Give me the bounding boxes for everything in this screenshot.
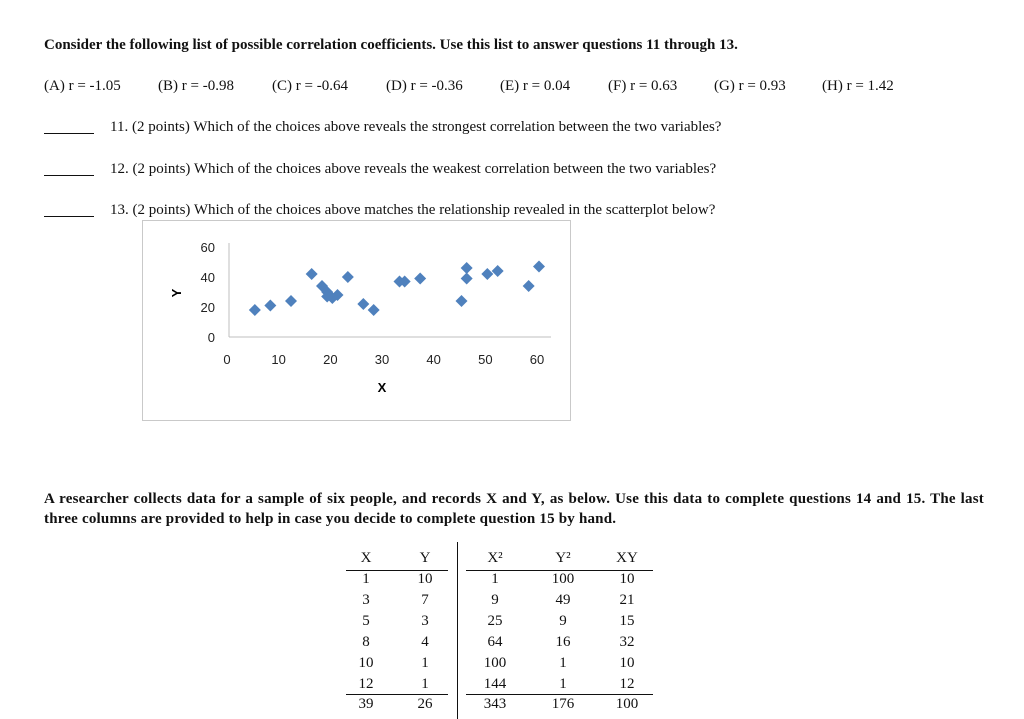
choice-b: (B) r = -0.98	[158, 78, 234, 94]
y-axis-label: Y	[169, 288, 184, 298]
x-tick-label: 10	[271, 352, 286, 367]
table-cell: 100	[483, 655, 507, 671]
table-cell: 49	[555, 592, 571, 608]
x-axis-label: X	[377, 380, 387, 395]
x-tick-label: 0	[223, 352, 231, 367]
researcher-paragraph: A researcher collects data for a sample of six people, and records X and Y, as below. Use this data to complete questions 14 and 15. The last three columns are provided to help in case you decide to complete question 15 by hand.	[44, 491, 984, 527]
choice-e: (E) r = 0.04	[500, 78, 571, 94]
answer-blank-13[interactable]	[44, 216, 94, 217]
scatter-point	[461, 262, 473, 274]
answer-blank-12[interactable]	[44, 175, 94, 176]
y-tick-label: 60	[200, 240, 215, 255]
table-cell: 25	[487, 613, 503, 629]
table-total-col-xy: 100	[615, 696, 639, 712]
scatter-point	[414, 273, 426, 285]
table-cell: 1	[421, 676, 429, 692]
y-tick-label: 0	[207, 330, 215, 345]
x-tick-label: 60	[529, 352, 545, 367]
table-header-col-x2: X²	[487, 550, 503, 566]
table-cell: 64	[487, 634, 503, 650]
table-cell: 4	[421, 634, 429, 650]
table-header-col-y2: Y²	[555, 550, 571, 566]
table-cell: 1	[559, 655, 567, 671]
choice-g: (G) r = 0.93	[714, 78, 786, 94]
table-divider	[457, 542, 458, 719]
scatter-point	[533, 261, 545, 273]
table-cell: 16	[555, 634, 571, 650]
scatter-point	[481, 268, 493, 280]
table-total-col-x: 39	[358, 696, 374, 712]
question-12-text: 12. (2 points) Which of the choices above reveals the weakest correlation between the two variables?	[110, 161, 717, 177]
x-tick-label: 40	[426, 352, 441, 367]
y-tick-label: 20	[200, 300, 215, 315]
table-cell: 3	[421, 613, 429, 629]
table-cell: 10	[619, 571, 635, 587]
y-tick-label: 40	[200, 270, 215, 285]
choice-d: (D) r = -0.36	[386, 78, 463, 94]
intro-text: Consider the following list of possible correlation coefficients. Use this list to answer questions 11 through 13.	[44, 37, 738, 53]
table-cell: 144	[483, 676, 507, 692]
question-11-text: 11. (2 points) Which of the choices above reveals the strongest correlation between the two variables?	[110, 119, 722, 135]
scatter-point	[461, 273, 473, 285]
table-cell: 100	[551, 571, 575, 587]
table-total-col-x2: 343	[483, 696, 507, 712]
table-cell: 10	[417, 571, 433, 587]
table-cell: 1	[421, 655, 429, 671]
table-cell: 12	[619, 676, 635, 692]
table-header-col-x: X	[360, 550, 372, 566]
table-cell: 8	[362, 634, 370, 650]
x-tick-label: 20	[323, 352, 338, 367]
table-cell: 3	[362, 592, 370, 608]
scatter-point	[357, 298, 369, 310]
table-header-col-xy: XY	[616, 550, 638, 566]
choice-a: (A) r = -1.05	[44, 78, 121, 94]
choice-f: (F) r = 0.63	[608, 78, 678, 94]
table-cell: 5	[362, 613, 370, 629]
choice-h: (H) r = 1.42	[822, 78, 894, 94]
table-cell: 15	[619, 613, 635, 629]
table-cell: 9	[559, 613, 567, 629]
scatter-point	[342, 271, 354, 283]
table-cell: 12	[358, 676, 374, 692]
table-cell: 7	[421, 592, 429, 608]
x-tick-label: 50	[478, 352, 493, 367]
question-13-text: 13. (2 points) Which of the choices above matches the relationship revealed in the scatterplot below?	[110, 202, 716, 218]
scatterplot-box	[142, 220, 571, 421]
scatter-point	[368, 304, 380, 316]
scatter-point	[492, 265, 504, 277]
table-cell: 1	[559, 676, 567, 692]
choice-c: (C) r = -0.64	[272, 78, 348, 94]
table-total-col-y: 26	[417, 696, 433, 712]
scatter-point	[456, 295, 468, 307]
table-cell: 1	[491, 571, 499, 587]
scatter-point	[523, 280, 535, 292]
scatter-point	[264, 300, 276, 312]
table-header-col-y: Y	[419, 550, 431, 566]
scatter-point	[249, 304, 261, 316]
scatter-point	[285, 295, 297, 307]
answer-blank-11[interactable]	[44, 133, 94, 134]
scatter-point	[306, 268, 318, 280]
table-cell: 1	[362, 571, 370, 587]
scatterplot	[143, 221, 570, 420]
table-total-col-y2: 176	[551, 696, 575, 712]
table-cell: 32	[619, 634, 635, 650]
totals-line-right	[466, 694, 653, 695]
table-cell: 10	[358, 655, 374, 671]
table-cell: 10	[619, 655, 635, 671]
table-cell: 21	[619, 592, 635, 608]
table-cell: 9	[491, 592, 499, 608]
totals-line-left	[346, 694, 448, 695]
x-tick-label: 30	[374, 352, 390, 367]
